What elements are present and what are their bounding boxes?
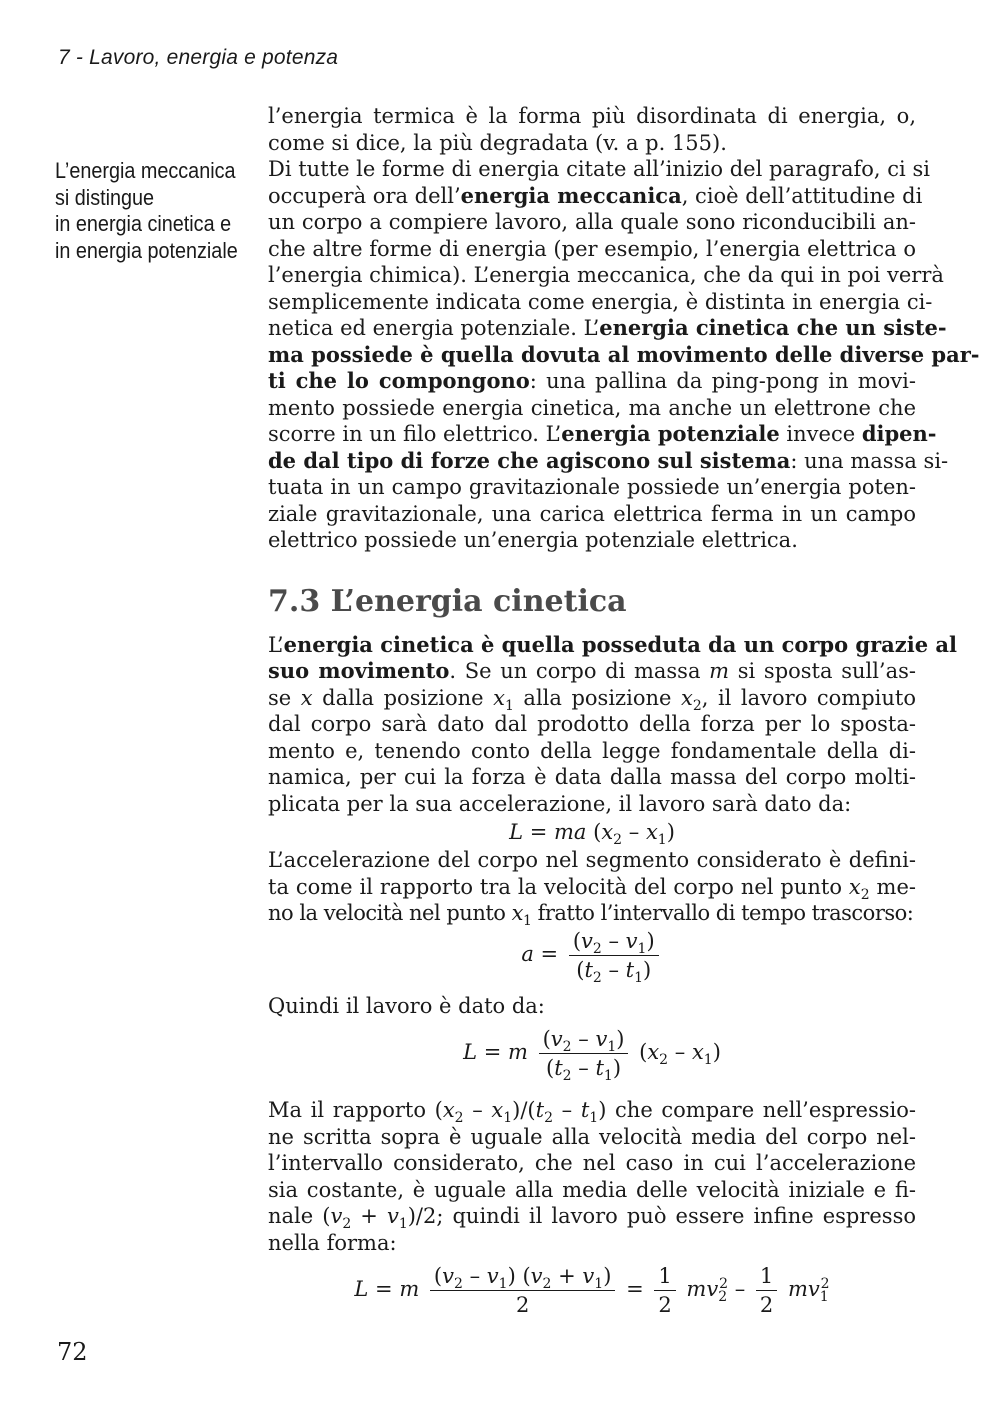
equation-work: L = ma $(x_2 - x_1)$ [509,820,675,848]
equation-acceleration: a = $\frac{(v_2 - v_1)}{(t_2 - t_1)}$ [268,927,916,989]
equation-work-2: L = m $\frac{(v_2 - v_1)}{(t_2 - t_1)}$ $(x_2 - x_1)$ [463,1027,721,1084]
equation-kinetic-energy: L = m $\frac{(v_2 - v_1) (v_2 + v_1)}{2}$ = $\frac{1}{2}$ $mv_2^2$ – $\frac{1}{2}$ $mv_1^2$ [354,1264,830,1317]
margin-note: L’energia meccanica si distingue in energia cinetica e in energia potenziale [55,158,238,263]
section-title: 7.3 L’energia cinetica [268,583,627,619]
running-header: 7 - Lavoro, energia e potenza [58,46,339,69]
page-number: 72 [57,1338,88,1366]
main-text: l’energia termica è la forma più disordinata di energia, o, come si dice, la più degradata (v. a p. 155). Di tutte le forme di energia citate all’inizio del paragrafo, ci si occuperà ora dell’energia meccanica, cioè dell’attitudine di un corpo a compiere lavoro, alla quale sono riconducibili an- che altre forme di energia (per esempio, l’energia elettrica o l’energia chimica). L’energia meccanica, che da qui in poi verrà semplicemente indicata come energia, è distinta in energia ci- netica ed energia potenziale. L’energia cinetica che un siste- ma possiede è quella dovuta al movimento delle diverse par- ti che lo compongono: una pallina da ping-pong in movi- mento possiede energia cinetica, ma anche un elettrone che scorre in un filo elettrico. L’energia potenziale invece dipen- de dal tipo di forze che agiscono sul sistema: una massa si- tuata in un campo gravitazionale possiede un’energia poten- ziale gravitazionale, una carica elettrica ferma in un campo elettrico possiede un’energia potenziale elettrica. 7.3 L’energia cinetica L’energia cinetica è quella posseduta da un corpo grazie al suo movimento. Se un corpo di massa m si sposta sull’as- se x dalla posizione $x_1$ alla posizione $x_2$, il lavoro compiuto dal corpo sarà dato dal prodotto della forza per lo sposta- mento e, tenendo conto della legge fondamentale della di- namica, per cui la forza è data dalla massa del corpo molti- plicata per la sua accelerazione, il lavoro sarà dato da: L = ma $(x_2 - x_1)$ L’accelerazione del corpo nel segmento considerato è defini- ta come il rapporto tra la velocità del corpo nel punto $x_2$ me- no la velocità nel punto $x_1$ fratto l’intervallo di tempo trascorso: a = $\frac{(v_2 - v_1)}{(t_2 - t_1)}$ Quindi il lavoro è dato da: L = m $\frac{(v_2 - v_1)}{(t_2 - t_1)}$ $(x_2 - x_1)$ Ma il rapporto $(x_2 - x_1)/(t_2 - t_1)$ che compare nell’espressio- ne scritta sopra è uguale alla velocità media del corpo nel- l’intervallo considerato, che nel caso in cui l’accelerazione sia costante, è uguale alla media delle velocità iniziale e fi- nale $(v_2 + v_1)/2$; quindi il lavoro può essere infine espresso nella forma: L = m $\frac{(v_2 - v_1) (v_2 + v_1)}{2}$ = $\frac{1}{2}$ $mv_2^2$ – $\frac{1}{2}$ $mv_1^2$ [268,103,916,1324]
